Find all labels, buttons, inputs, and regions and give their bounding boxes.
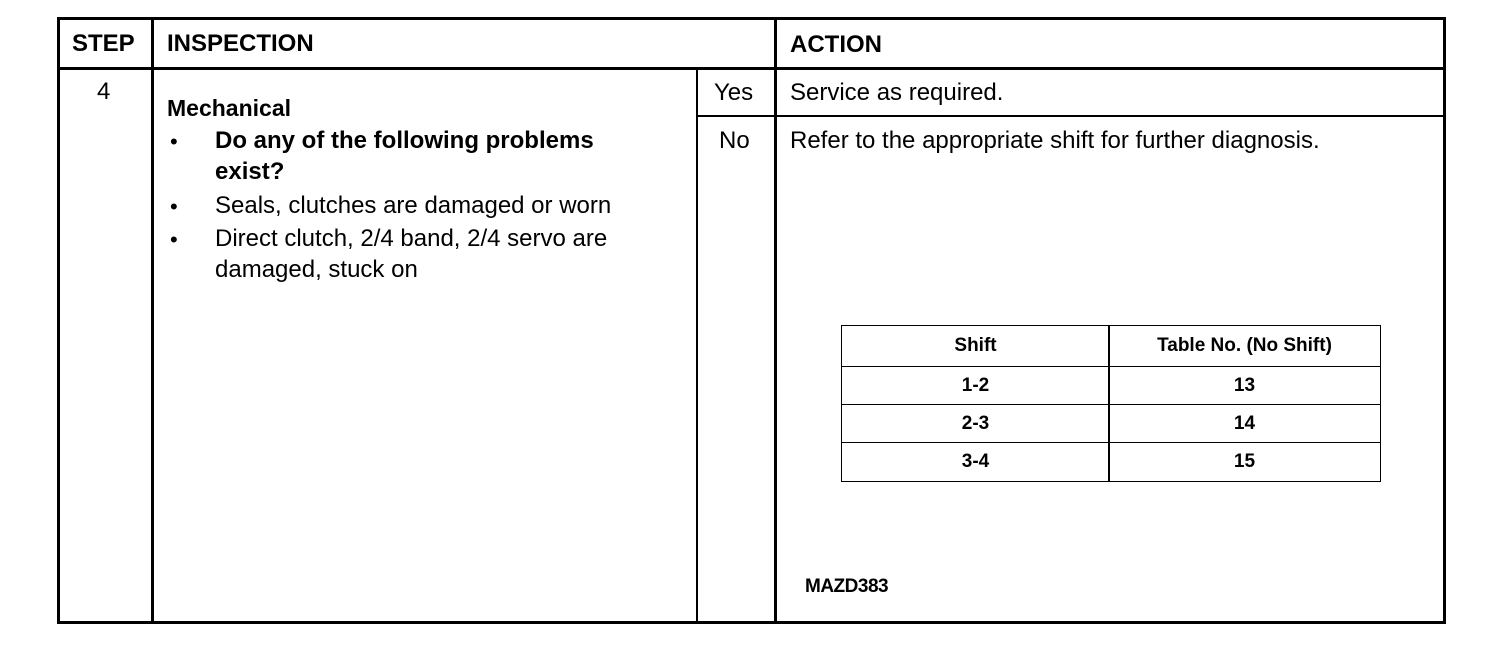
yes-row-bottom-border bbox=[697, 115, 1446, 117]
header-inspection: INSPECTION bbox=[167, 30, 314, 57]
shift-table-header-row bbox=[842, 326, 1380, 366]
inspection-question-line2: exist? bbox=[215, 158, 285, 185]
no-action: Refer to the appropriate shift for further diagnosis. bbox=[790, 127, 1320, 154]
shift-table-row bbox=[842, 404, 1380, 443]
inspection-item-continuation: damaged, stuck on bbox=[215, 256, 418, 283]
bullet-marker: • bbox=[170, 227, 178, 252]
shift-value: 1-2 bbox=[961, 375, 990, 396]
shift-table-row bbox=[842, 442, 1380, 481]
shift-table-header-table-no: Table No. (No Shift) bbox=[1157, 335, 1332, 356]
shift-value: 2-3 bbox=[961, 413, 990, 434]
header-bottom-border bbox=[57, 67, 1446, 70]
no-label: No bbox=[719, 127, 750, 154]
yes-no-column-divider bbox=[696, 67, 698, 624]
inspection-question-line1: Do any of the following problems bbox=[215, 127, 594, 154]
bullet-marker: • bbox=[170, 129, 178, 154]
shift-table-row bbox=[842, 366, 1380, 405]
bullet-marker: • bbox=[170, 194, 178, 219]
action-column-divider bbox=[774, 17, 777, 624]
figure-code: MAZD383 bbox=[805, 576, 889, 597]
table-bottom-border bbox=[57, 621, 1446, 624]
table-top-border bbox=[57, 17, 1446, 20]
yes-label: Yes bbox=[714, 79, 754, 106]
table-number: 15 bbox=[1233, 451, 1256, 472]
table-right-border bbox=[1443, 17, 1446, 624]
inspection-title: Mechanical bbox=[167, 95, 291, 121]
table-number: 13 bbox=[1233, 375, 1256, 396]
inspection-item: Direct clutch, 2/4 band, 2/4 servo are bbox=[215, 225, 608, 252]
header-step: STEP bbox=[72, 30, 135, 57]
step-number: 4 bbox=[97, 78, 111, 105]
yes-action: Service as required. bbox=[790, 79, 1004, 106]
shift-value: 3-4 bbox=[961, 451, 990, 472]
shift-table-header-shift: Shift bbox=[954, 335, 997, 356]
table-number: 14 bbox=[1233, 413, 1256, 434]
header-action: ACTION bbox=[790, 31, 882, 58]
step-column-divider bbox=[151, 17, 154, 624]
table-left-border bbox=[57, 17, 60, 624]
inspection-item: Seals, clutches are damaged or worn bbox=[215, 192, 612, 219]
shift-table bbox=[841, 325, 1381, 482]
